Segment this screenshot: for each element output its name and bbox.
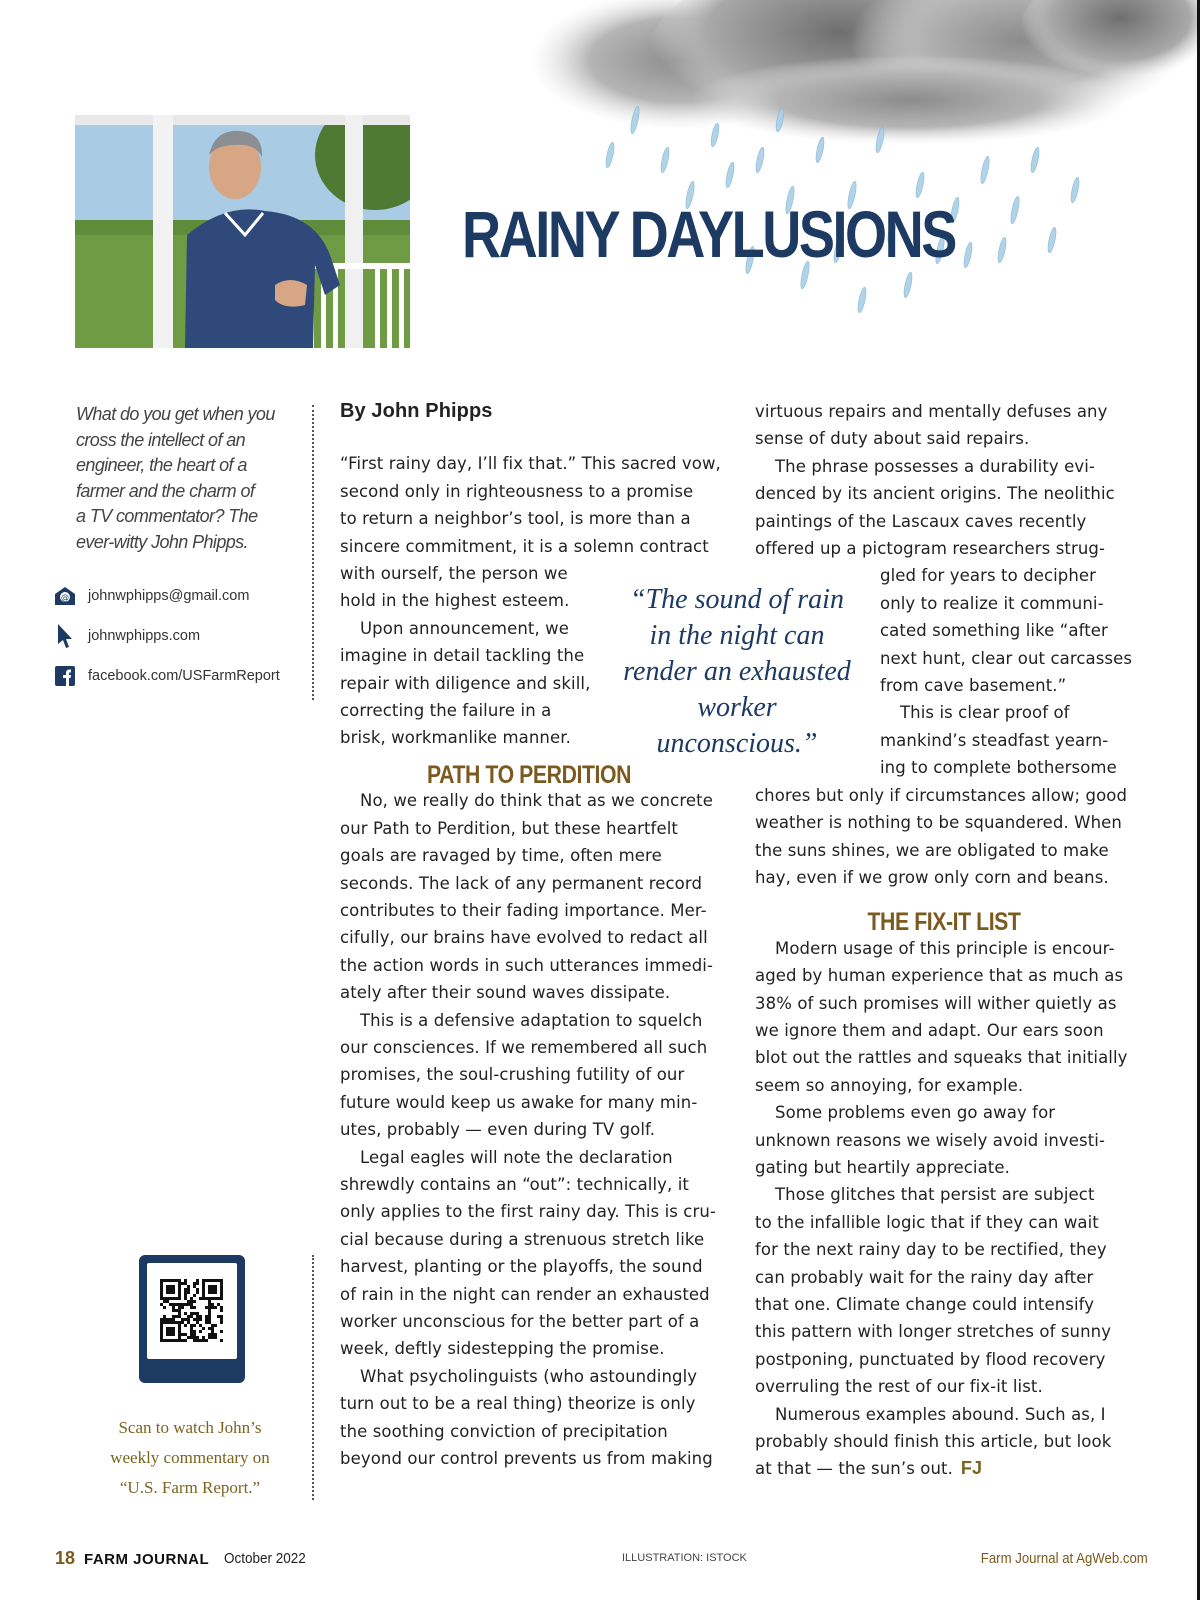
paragraph: Modern usage of this principle is encour- aged by human experience that as much as 38% of such promises will wither quietly as we ignore them and adapt. Our ears soon blot out the rattles and squeaks that initially seem so annoying, for example. (755, 938, 1128, 1095)
contact-list (52, 576, 312, 696)
sidebar-dotted-divider-bottom (312, 1255, 314, 1500)
paragraph: “First rainy day, I’ll fix that.” This sacred vow, second only in righteousness to a promise to return a neighbor’s tool, is more than a sincere commitment, it is a solemn contract with ourself, the person we hold in the highest esteem. (340, 454, 721, 611)
website-contact[interactable] (52, 616, 312, 656)
qr-code-pattern (147, 1263, 237, 1359)
website-address[interactable]: johnwphipps.com (88, 628, 201, 644)
page-footer (0, 1548, 1200, 1570)
paragraph: This is a defensive adaptation to squelch our consciences. If we remembered all such promises, the soul-crushing futility of our future would keep us awake for many min- utes, probably — even during TV golf. (340, 1010, 708, 1140)
article-column-1 (340, 398, 721, 1472)
article-title: RAINY DAYLUSIONS (462, 197, 955, 271)
pull-quote: “The sound of rain in the night can render an exhausted worker unconscious.” (623, 584, 851, 759)
paragraph: Numerous examples abound. Such as, I probably should finish this article, but look at that — the sun’s out. FJ (755, 1404, 1112, 1479)
subhead-path-to-perdition: PATH TO PERDITION (426, 760, 632, 789)
qr-code-card[interactable] (139, 1255, 245, 1383)
paragraph: Some problems even go away for unknown reasons we wisely avoid investi- gating but heartily appreciate. (755, 1103, 1106, 1177)
illustration-credit: ILLUSTRATION: ISTOCK (622, 1552, 747, 1564)
email-address[interactable]: johnwphipps@gmail.com (88, 588, 250, 604)
facebook-icon (52, 664, 78, 688)
sidebar-dotted-divider-top (312, 405, 314, 700)
cursor-arrow-icon (52, 624, 78, 648)
svg-text:@: @ (61, 593, 69, 602)
paragraph: Those glitches that persist are subject to the infallible logic that if they can wait for the next rainy day to be rectified, they can probably wait for the rainy day after that one. Climate change could intensify this pattern with longer stretches of sunny postponing, punctuated by flood recovery overruling the rest of our fix-it list. (755, 1185, 1112, 1397)
paragraph: virtuous repairs and mentally defuses any sense of duty about said repairs. (755, 402, 1108, 449)
paragraph: Legal eagles will note the declaration shrewdly contains an “out”: technically, it only applies to the first rainy day. This is cru- cial because during a strenuous stretch like harvest, planting or the playoffs, the sound of rain in the night can render an exhausted worker unconscious for the better part of a week, deftly sidestepping the promise. (340, 1147, 716, 1359)
paragraph: The phrase possesses a durability evi- denced by its ancient origins. The neolithic paintings of the Lascaux caves recently offered up a pictogram researchers strug- gled for years to decipher only to realize it communi- cated something like “after next hunt, clear out carcasses from cave basement.” (755, 456, 1133, 696)
qr-code[interactable] (147, 1263, 237, 1359)
end-mark: FJ (960, 1458, 983, 1479)
paragraph: Upon announcement, we imagine in detail tackling the repair with diligence and skill, correcting the failure in a brisk, workmanlike manner. (340, 618, 591, 748)
footer-website[interactable]: Farm Journal at AgWeb.com (980, 1550, 1148, 1567)
byline: By John Phipps (340, 400, 493, 422)
email-icon (52, 584, 78, 608)
magazine-name: FARM JOURNAL (84, 1551, 210, 1568)
issue-date: October 2022 (224, 1550, 306, 1567)
page-number: 18 (55, 1548, 76, 1568)
author-photo (75, 115, 410, 348)
article-column-2 (755, 398, 1133, 1483)
subhead-fix-it-list: THE FIX-IT LIST (867, 908, 1021, 937)
facebook-contact[interactable] (52, 656, 312, 696)
closing-line: at that — the sun’s out. (755, 1459, 953, 1479)
email-contact[interactable] (52, 576, 312, 616)
facebook-address[interactable]: facebook.com/USFarmReport (88, 668, 280, 684)
qr-caption: Scan to watch John’s weekly commentary on “U.S. Farm Report.” (110, 1418, 270, 1497)
paragraph: What psycholinguists (who astoundingly turn out to be a real thing) theorize is only the soothing conviction of precipitation beyond our control prevents us from making (340, 1366, 713, 1469)
paragraph: No, we really do think that as we concrete our Path to Perdition, but these heartfelt goals are ravaged by time, often mere seconds. The lack of any permanent record contributes to their fading importance. Mer- cifully, our brains have evolved to redact all the action words in such utterances immedi- ately after their sound waves dissipate. (340, 791, 714, 1003)
author-intro: What do you get when you cross the intellect of an engineer, the heart of a farmer and the charm of a TV commentator? The ever-witty John Phipps. (76, 404, 275, 552)
paragraph: This is clear proof of mankind’s steadfast yearn- ing to complete bothersome chores but only if circumstances allow; good weather is nothing to be squandered. When the suns shines, we are obligated to make hay, even if we grow only corn and beans. (755, 703, 1128, 887)
